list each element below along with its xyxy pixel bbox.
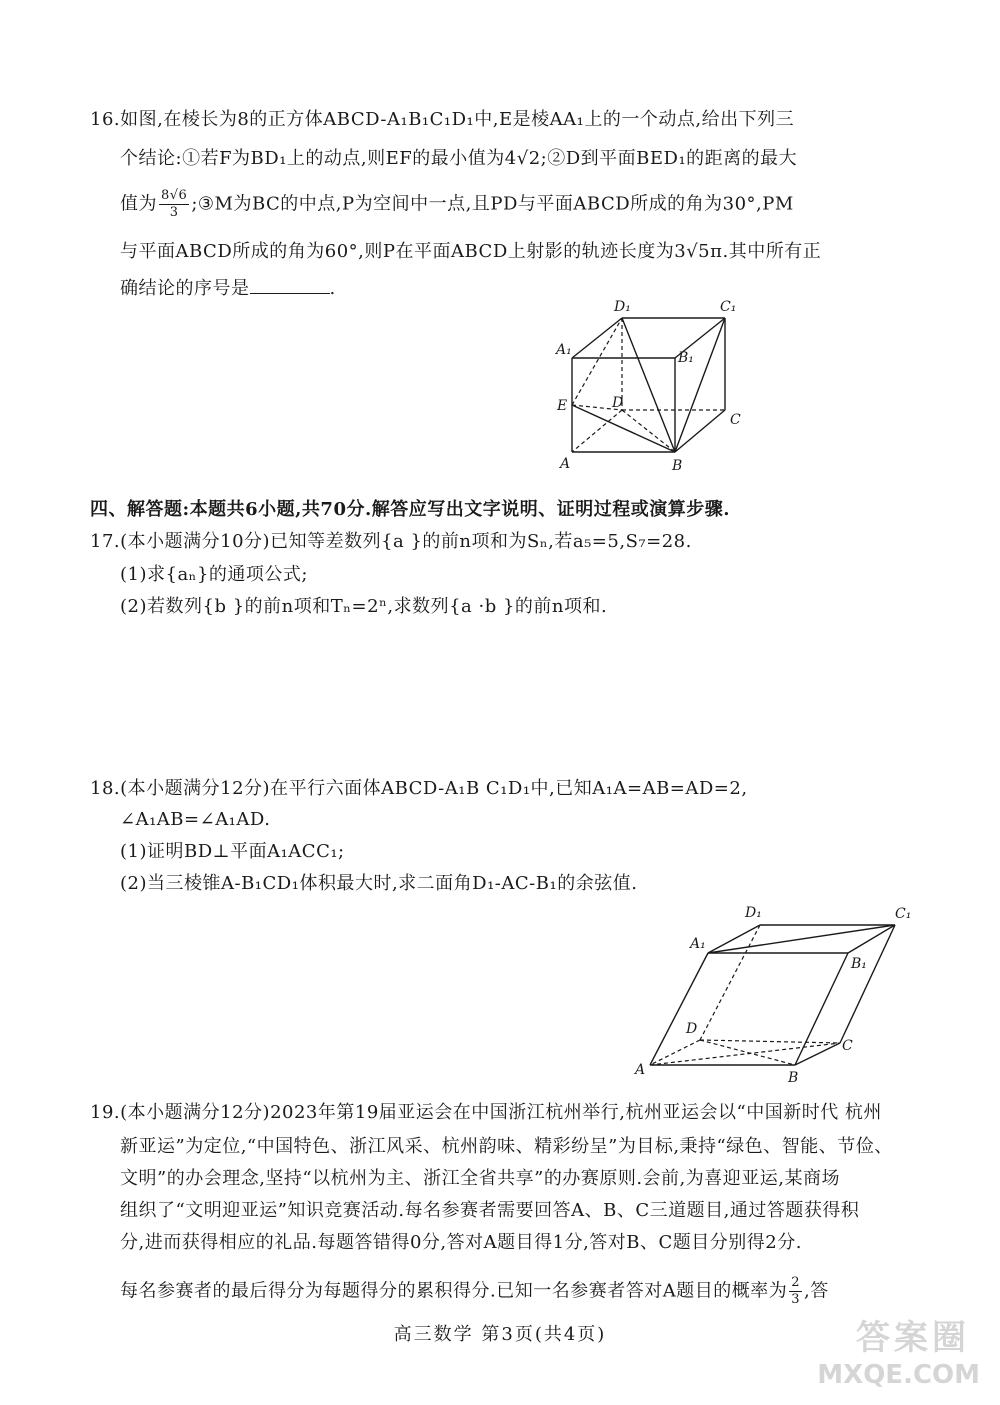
cube-label-a1: A₁ xyxy=(556,342,572,358)
prism-edge xyxy=(840,925,895,1043)
cube-label-b: B xyxy=(672,458,683,474)
q16-frac-num: 8√6 xyxy=(161,188,188,203)
q19-line-6a: 每名参赛者的最后得分为每题得分的累积得分.已知一名参赛者答对A题目的概率为 xyxy=(120,1280,788,1302)
prism-edge xyxy=(650,953,708,1065)
cube-label-d1: D₁ xyxy=(614,299,631,315)
q19-frac-den: 3 xyxy=(791,1292,800,1307)
q19-line-6b: ,答 xyxy=(804,1280,829,1302)
prism-label-b1: B₁ xyxy=(851,956,867,972)
prism-label-a1: A₁ xyxy=(690,936,706,952)
section-4-heading: 四、解答题:本题共6小题,共70分.解答应写出文字说明、证明过程或演算步骤. xyxy=(90,499,731,520)
prism-label-c: C xyxy=(842,1038,853,1054)
prism-label-d: D xyxy=(686,1021,698,1037)
q17-line-1: 17.(本小题满分10分)已知等差数列{a }的前n项和为Sₙ,若a₅=5,S₇=28. xyxy=(90,531,692,552)
q16-line-3a: 值为 xyxy=(120,193,157,215)
q16-line-4: 与平面ABCD所成的角为60°,则P在平面ABCD上射影的轨迹长度为3√5π.其中所有正 xyxy=(120,241,822,262)
q19-line-5: 分,进而获得相应的礼品.每题答错得0分,答对A题目得1分,答对B、C题目分别得2分. xyxy=(120,1232,802,1253)
q18-line-4: (2)当三棱锥A-B₁CD₁体积最大时,求二面角D₁-AC-B₁的余弦值. xyxy=(120,873,638,894)
prism-hidden-edge xyxy=(650,1040,700,1065)
watermark-logo: 答案圈 xyxy=(856,1318,970,1358)
q16-line-3b: ;③M为BC的中点,P为空间中一点,且PD与平面ABCD所成的角为30°,PM xyxy=(191,193,794,215)
prism-label-d1: D₁ xyxy=(745,905,762,921)
q16-line-5b: . xyxy=(329,278,336,299)
watermark xyxy=(750,1318,990,1400)
page-footer: 高三数学 第3页(共4页) xyxy=(393,1324,607,1345)
q16-frac-den: 3 xyxy=(169,205,179,220)
cube-label-e: E xyxy=(557,398,568,414)
prism-hidden-edge xyxy=(700,1040,795,1065)
q19-fraction xyxy=(789,1275,802,1308)
prism-edge xyxy=(795,1043,840,1065)
q17-line-2: (1)求{aₙ}的通项公式; xyxy=(120,564,308,585)
q19-line-6 xyxy=(120,1275,829,1308)
prism-hidden-edge xyxy=(650,1043,840,1065)
cube-label-a: A xyxy=(560,456,571,472)
watermark-url: MXQE.COM xyxy=(817,1360,980,1390)
q18-line-3: (1)证明BD⊥平面A₁ACC₁; xyxy=(120,841,345,862)
q17-line-3: (2)若数列{b }的前n项和Tₙ=2ⁿ,求数列{a ·b }的前n项和. xyxy=(120,596,608,617)
q19-frac-num: 2 xyxy=(791,1275,800,1290)
prism-label-b: B xyxy=(788,1070,799,1086)
cube-label-c: C xyxy=(730,412,741,428)
cube-label-c1: C₁ xyxy=(720,299,737,315)
q18-line-1: 18.(本小题满分12分)在平行六面体ABCD-A₁B C₁D₁中,已知A₁A=AB=AD=2, xyxy=(90,778,748,799)
prism-edge xyxy=(795,953,848,1065)
q19-line-4: 组织了“文明迎亚运”知识竞赛活动.每名参赛者需要回答A、B、C三道题目,通过答题获得积 xyxy=(120,1200,860,1221)
cube-label-b1: B₁ xyxy=(678,350,694,366)
q18-line-2: ∠A₁AB=∠A₁AD. xyxy=(120,809,271,830)
prism-label-a: A xyxy=(635,1062,646,1078)
prism-edge xyxy=(708,925,895,953)
cube-label-d: D xyxy=(612,395,624,411)
q16-line-5a: 确结论的序号是 xyxy=(120,278,250,299)
prism-label-c1: C₁ xyxy=(895,906,912,922)
q19-line-3: 文明”的办会理念,坚持“以杭州为主、浙江全省共享”的办赛原则.会前,为喜迎亚运,某商场 xyxy=(120,1168,840,1189)
prism-hidden-edge xyxy=(700,925,760,1040)
q19-line-2: 新亚运”为定位,“中国特色、浙江风采、杭州韵味、精彩纷呈”为目标,秉持“绿色、智能、节俭、 xyxy=(120,1136,893,1157)
prism-hidden-edge xyxy=(700,1040,840,1043)
q16-line-2: 个结论:①若F为BD₁上的动点,则EF的最小值为4√2;②D到平面BED₁的距离的最大 xyxy=(120,148,798,169)
q16-line-1: 16.如图,在棱长为8的正方体ABCD-A₁B₁C₁D₁中,E是棱AA₁上的一个动点,给出下列三 xyxy=(90,109,795,130)
q19-line-1: 19.(本小题满分12分)2023年第19届亚运会在中国浙江杭州举行,杭州亚运会以“中国新时代 杭州 xyxy=(90,1102,882,1123)
